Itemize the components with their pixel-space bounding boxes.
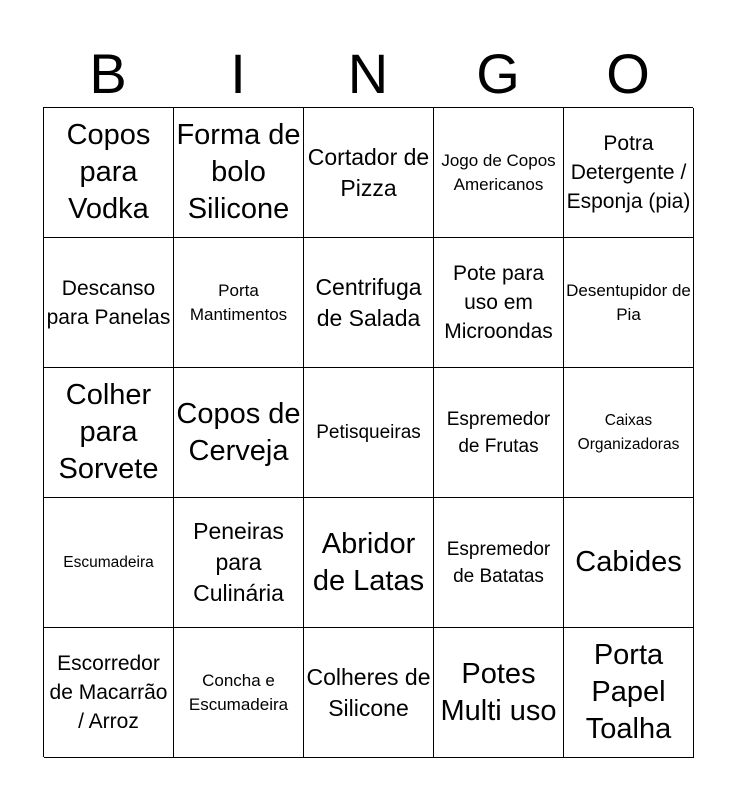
bingo-cell[interactable]: Cabides — [564, 498, 694, 628]
bingo-cell[interactable]: Descanso para Panelas — [44, 238, 174, 368]
bingo-cell[interactable]: Jogo de Copos Americanos — [434, 108, 564, 238]
bingo-cell[interactable]: Caixas Organizadoras — [564, 368, 694, 498]
header-letter-n: N — [347, 42, 389, 105]
bingo-cell[interactable]: Escumadeira — [44, 498, 174, 628]
bingo-cell[interactable]: Concha e Escumadeira — [174, 628, 304, 758]
bingo-cell[interactable]: Desentupidor de Pia — [564, 238, 694, 368]
bingo-cell[interactable]: Abridor de Latas — [304, 498, 434, 628]
bingo-cell[interactable]: Espremedor de Batatas — [434, 498, 564, 628]
header-letter-g: G — [476, 42, 520, 105]
bingo-cell[interactable]: Peneiras para Culinária — [174, 498, 304, 628]
bingo-cell[interactable]: Cortador de Pizza — [304, 108, 434, 238]
bingo-cell[interactable]: Escorredor de Macarrão / Arroz — [44, 628, 174, 758]
bingo-cell[interactable]: Porta Mantimentos — [174, 238, 304, 368]
bingo-cell[interactable]: Centrifuga de Salada — [304, 238, 434, 368]
header-letter-o: O — [606, 42, 650, 105]
header-letter-i: I — [230, 42, 246, 105]
bingo-cell[interactable]: Porta Papel Toalha — [564, 628, 694, 758]
bingo-cell[interactable]: Pote para uso em Microondas — [434, 238, 564, 368]
bingo-cell[interactable]: Potes Multi uso — [434, 628, 564, 758]
bingo-cell[interactable]: Espremedor de Frutas — [434, 368, 564, 498]
bingo-cell[interactable]: Colheres de Silicone — [304, 628, 434, 758]
header-letter-b: B — [89, 42, 127, 105]
bingo-cell[interactable]: Colher para Sorvete — [44, 368, 174, 498]
bingo-cell[interactable]: Copos de Cerveja — [174, 368, 304, 498]
bingo-header — [43, 40, 693, 108]
bingo-cell[interactable]: Petisqueiras — [304, 368, 434, 498]
bingo-board — [43, 107, 693, 757]
bingo-cell[interactable]: Forma de bolo Silicone — [174, 108, 304, 238]
bingo-cell[interactable]: Copos para Vodka — [44, 108, 174, 238]
bingo-cell[interactable]: Potra Detergente / Esponja (pia) — [564, 108, 694, 238]
